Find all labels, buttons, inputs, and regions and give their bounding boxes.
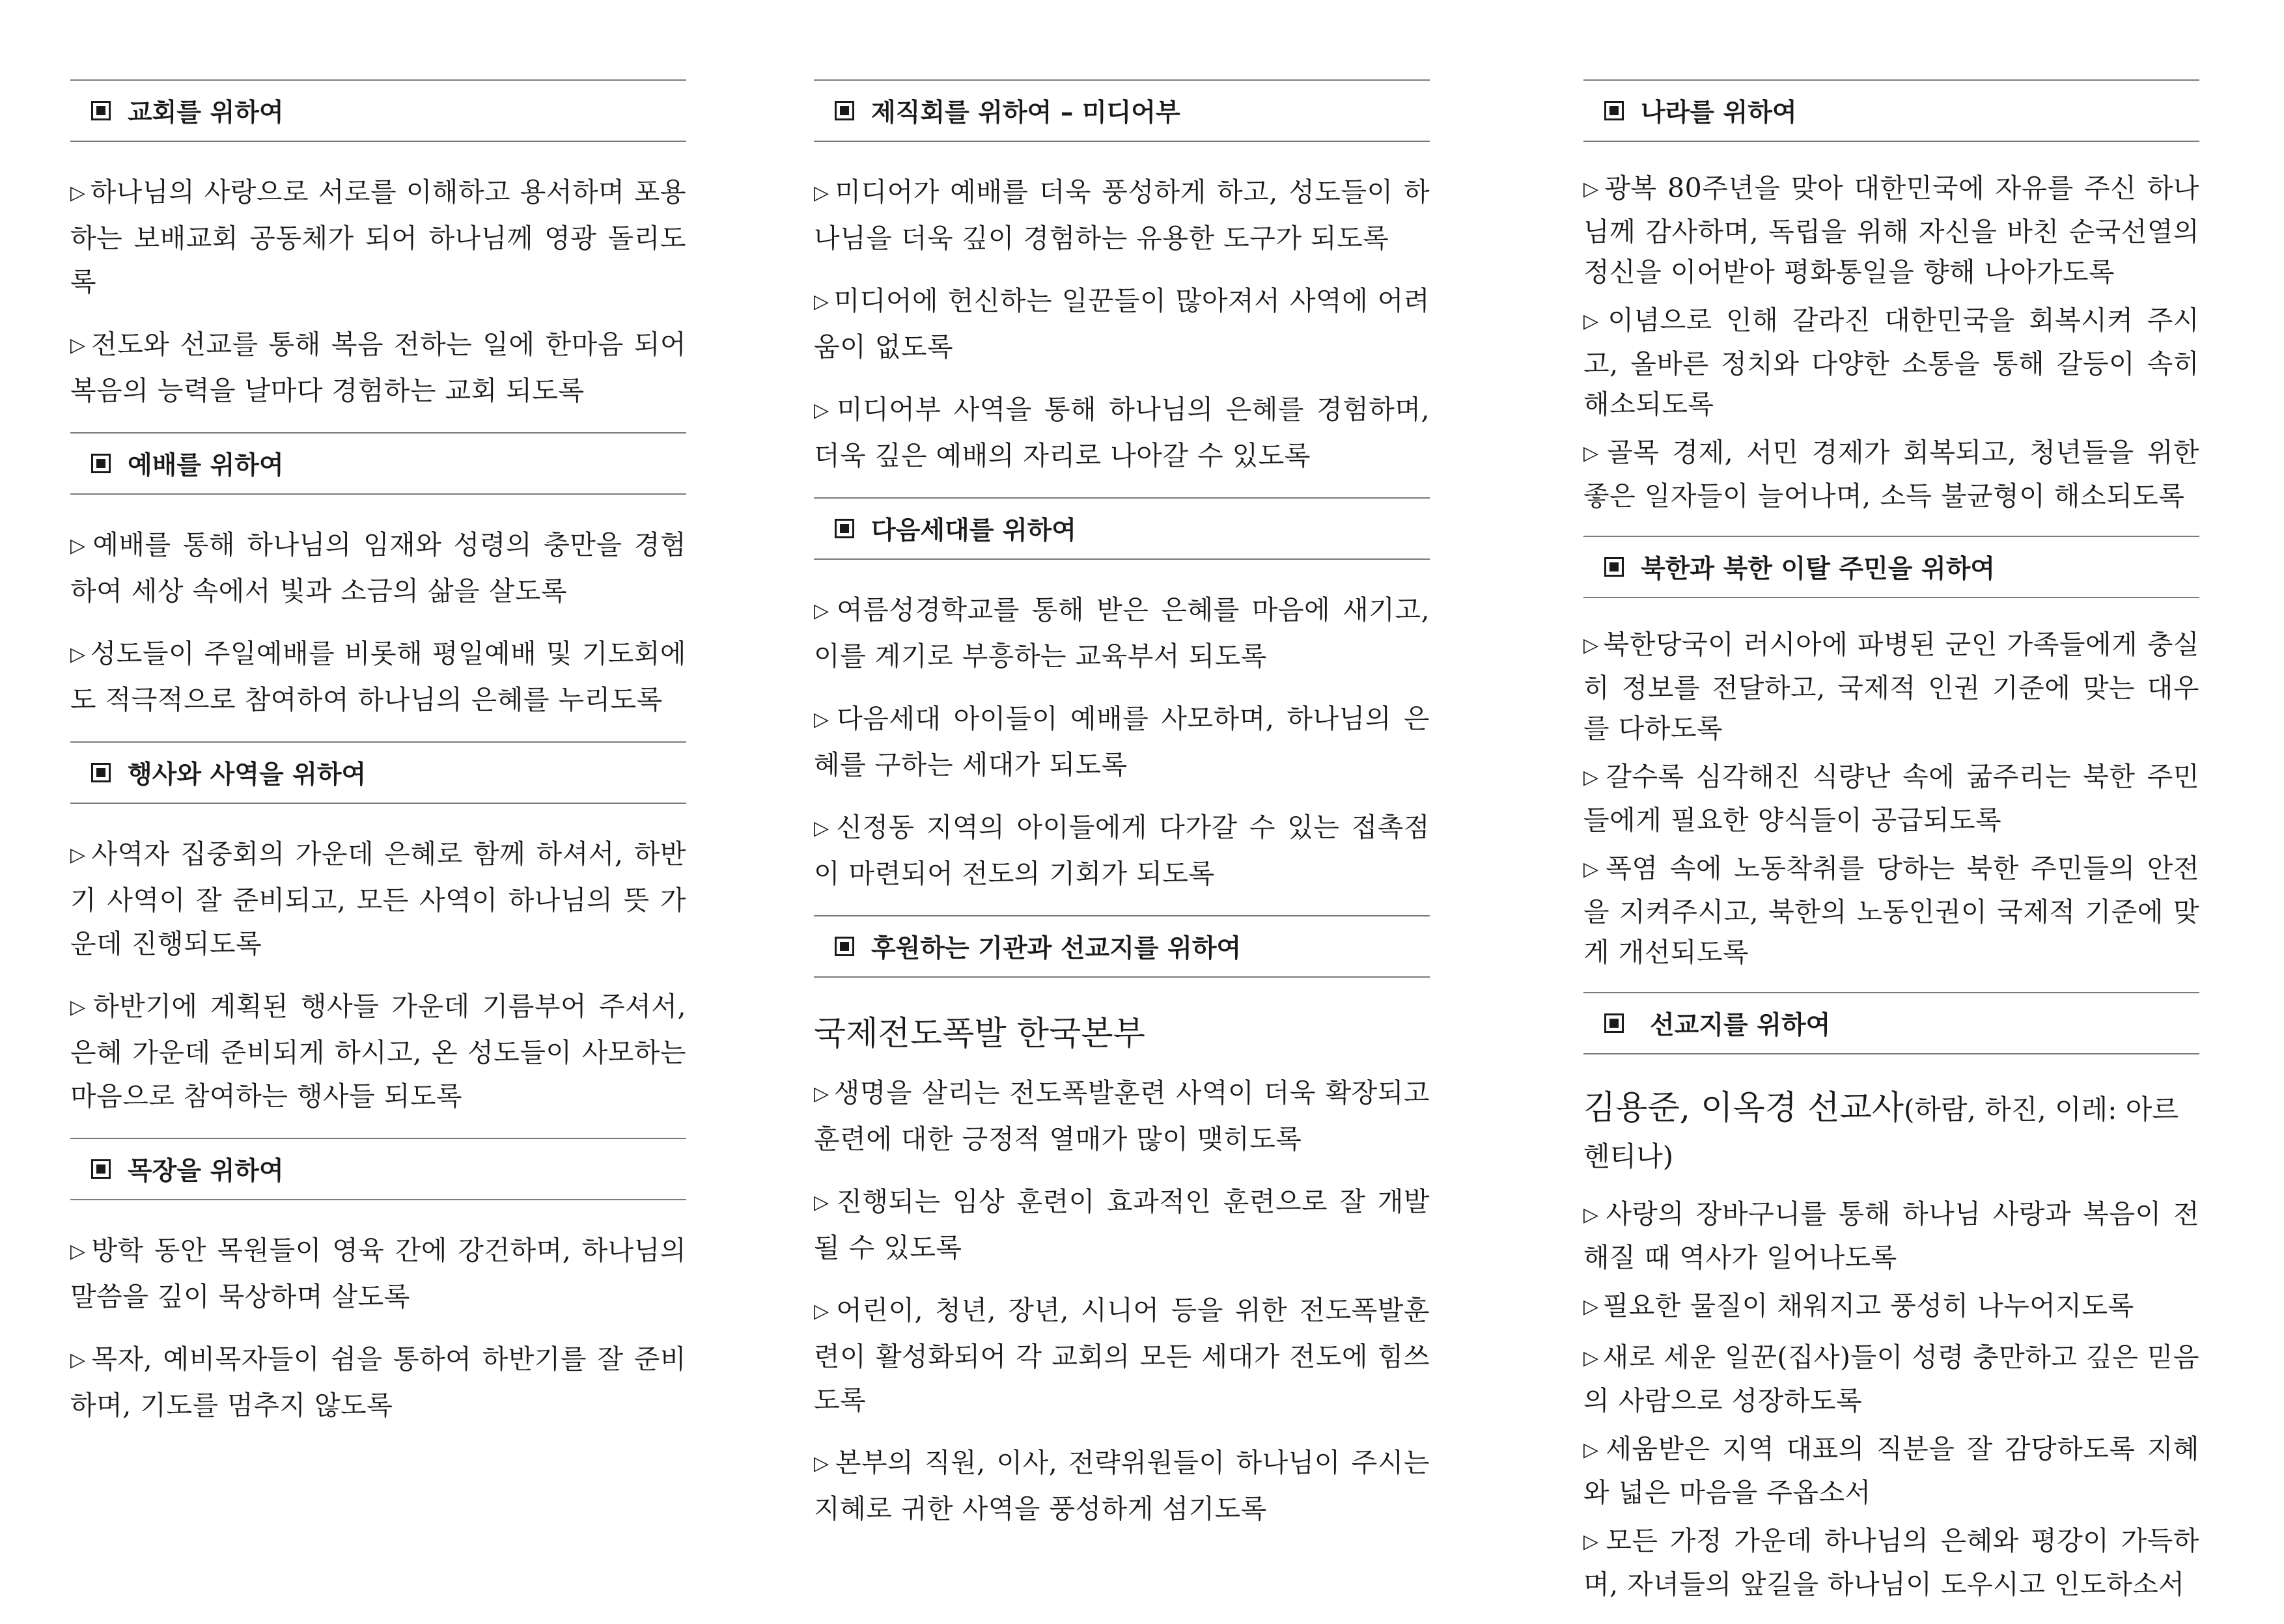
section-heading: 교회를 위하여 — [70, 79, 686, 142]
triangle-bullet-icon: ▷ — [814, 599, 833, 622]
missionary-note: (하람, 하진, 이레: 아르헨티나) — [1583, 1094, 2179, 1172]
prayer-item: ▷ 미디어부 사역을 통해 하나님의 은혜를 경험하며, 더욱 깊은 예배의 자리로 나아갈 수 있도록 — [814, 394, 1430, 471]
triangle-bullet-icon: ▷ — [1583, 766, 1602, 789]
prayer-item: ▷ 새로 세운 일꾼(집사)들이 성령 충만하고 깊은 믿음의 사람으로 성장하도록 — [1583, 1342, 2199, 1416]
column-2 — [814, 79, 1430, 1550]
column-1 — [70, 79, 686, 1447]
triangle-bullet-icon: ▷ — [814, 290, 830, 313]
prayer-item: ▷ 사역자 집중회의 가운데 은혜로 함께 하셔서, 하반기 사역이 잘 준비되고, 모든 사역이 하나님의 뜻 가운데 진행되도록 — [70, 838, 686, 959]
section-heading: 나라를 위하여 — [1583, 79, 2199, 142]
triangle-bullet-icon: ▷ — [1583, 442, 1604, 465]
prayer-item: ▷ 하나님의 사랑으로 서로를 이해하고 용서하며 포용하는 보배교회 공동체가 되어 하나님께 영광 돌리도록 — [70, 176, 687, 297]
prayer-item: ▷ 여름성경학교를 통해 받은 은혜를 마음에 새기고, 이를 계기로 부흥하는 교육부서 되도록 — [814, 594, 1430, 672]
section-worship — [70, 432, 686, 741]
prayer-item: ▷ 폭염 속에 노동착취를 당하는 북한 주민들의 안전을 지켜주시고, 북한의 노동인권이 국제적 기준에 맞게 개선되도록 — [1583, 853, 2199, 968]
prayer-item: ▷ 모든 가정 가운데 하나님의 은혜와 평강이 가득하며, 자녀들의 앞길을 하나님이 도우시고 인도하소서 — [1583, 1525, 2199, 1600]
triangle-bullet-icon: ▷ — [70, 1349, 88, 1371]
prayer-item: ▷ 세움받은 지역 대표의 직분을 잘 감당하도록 지혜와 넓은 마음을 주옵소서 — [1583, 1433, 2199, 1508]
section-cell-group — [70, 1138, 686, 1447]
section-heading: 선교지를 위하여 — [1583, 992, 2199, 1054]
triangle-bullet-icon: ▷ — [1583, 178, 1601, 200]
triangle-bullet-icon: ▷ — [814, 399, 833, 422]
section-mission-field — [1583, 992, 2199, 1624]
triangle-bullet-icon: ▷ — [814, 708, 833, 731]
triangle-bullet-icon: ▷ — [70, 534, 89, 557]
triangle-bullet-icon: ▷ — [1583, 634, 1600, 657]
triangle-bullet-icon: ▷ — [1583, 1347, 1599, 1369]
triangle-bullet-icon: ▷ — [814, 1191, 833, 1214]
prayer-item: ▷ 사랑의 장바구니를 통해 하나님 사랑과 복음이 전해질 때 역사가 일어나도록 — [1583, 1198, 2199, 1273]
triangle-bullet-icon: ▷ — [70, 996, 90, 1019]
prayer-item: ▷ 광복 80주년을 맞아 대한민국에 자유를 주신 하나님께 감사하며, 독립을 위해 자신을 바친 순국선열의 정신을 이어받아 평화통일을 향해 나아가도록 — [1583, 172, 2199, 288]
section-heading: 예배를 위하여 — [70, 432, 686, 495]
square-bullet-icon — [91, 1159, 111, 1179]
prayer-item: ▷ 북한당국이 러시아에 파병된 군인 가족들에게 충실히 정보를 전달하고, 국제적 인권 기준에 맞는 대우를 다하도록 — [1583, 629, 2200, 744]
prayer-item: ▷ 어린이, 청년, 장년, 시니어 등을 위한 전도폭발훈련이 활성화되어 각 교회의 모든 세대가 전도에 힘쓰도록 — [814, 1295, 1430, 1416]
square-bullet-icon — [91, 101, 111, 120]
square-bullet-icon — [1604, 1013, 1624, 1033]
section-north-korea — [1583, 536, 2199, 992]
triangle-bullet-icon: ▷ — [70, 1240, 88, 1263]
triangle-bullet-icon: ▷ — [1583, 1295, 1599, 1318]
triangle-bullet-icon: ▷ — [814, 817, 833, 840]
triangle-bullet-icon: ▷ — [70, 334, 88, 357]
triangle-bullet-icon: ▷ — [70, 643, 87, 666]
section-church — [70, 79, 686, 432]
prayer-item: ▷ 하반기에 계획된 행사들 가운데 기름부어 주셔서, 은혜 가운데 준비되게 하시고, 온 성도들이 사모하는 마음으로 참여하는 행사들 되도록 — [70, 991, 686, 1112]
triangle-bullet-icon: ▷ — [1583, 1530, 1602, 1553]
triangle-bullet-icon: ▷ — [814, 1452, 831, 1475]
section-next-generation — [814, 497, 1430, 915]
square-bullet-icon — [835, 519, 854, 538]
section-events — [70, 741, 686, 1138]
prayer-item: ▷ 목자, 예비목자들이 쉼을 통하여 하반기를 잘 준비하며, 기도를 멈추지 않도록 — [70, 1343, 686, 1421]
prayer-item: ▷ 골목 경제, 서민 경제가 회복되고, 청년들을 위한 좋은 일자들이 늘어나며, 소득 불균형이 해소되도록 — [1583, 437, 2199, 512]
triangle-bullet-icon: ▷ — [1583, 1204, 1602, 1226]
triangle-bullet-icon: ▷ — [814, 1082, 830, 1105]
triangle-bullet-icon: ▷ — [814, 1300, 833, 1323]
triangle-bullet-icon: ▷ — [1583, 1438, 1602, 1461]
prayer-item: ▷ 본부의 직원, 이사, 전략위원들이 하나님이 주시는 지혜로 귀한 사역을 풍성하게 섬기도록 — [814, 1447, 1430, 1524]
organization-name: 국제전도폭발 한국본부 — [814, 1015, 1145, 1053]
section-nation — [1583, 79, 2199, 536]
section-heading: 다음세대를 위하여 — [814, 497, 1430, 560]
square-bullet-icon — [91, 454, 111, 473]
section-supported-organizations — [814, 915, 1430, 1550]
prayer-item: ▷ 예배를 통해 하나님의 임재와 성령의 충만을 경험하여 세상 속에서 빛과 소금의 삶을 살도록 — [70, 529, 686, 607]
prayer-item: ▷ 방학 동안 목원들이 영육 간에 강건하며, 하나님의 말씀을 깊이 묵상하며 살도록 — [70, 1235, 686, 1312]
prayer-item: ▷ 생명을 살리는 전도폭발훈련 사역이 더욱 확장되고 훈련에 대한 긍정적 열매가 많이 맺히도록 — [814, 1077, 1430, 1155]
section-heading: 목장을 위하여 — [70, 1138, 686, 1200]
prayer-item: ▷ 전도와 선교를 통해 복음 전하는 일에 한마음 되어 복음의 능력을 날마다 경험하는 교회 되도록 — [70, 329, 686, 406]
prayer-item: ▷ 성도들이 주일예배를 비롯해 평일예배 및 기도회에도 적극적으로 참여하여 하나님의 은혜를 누리도록 — [70, 638, 687, 715]
prayer-item: ▷ 갈수록 심각해진 식량난 속에 굶주리는 북한 주민들에게 필요한 양식들이 공급되도록 — [1583, 761, 2199, 836]
prayer-item: ▷ 미디어에 헌신하는 일꾼들이 많아져서 사역에 어려움이 없도록 — [814, 285, 1430, 363]
triangle-bullet-icon: ▷ — [70, 182, 87, 204]
section-heading: 행사와 사역을 위하여 — [70, 741, 686, 804]
missionary-name: 김용준, 이옥경 선교사(하람, 하진, 이레: 아르헨티나) — [1583, 1089, 2179, 1172]
section-deacons-media — [814, 79, 1430, 497]
square-bullet-icon — [835, 101, 854, 120]
column-3 — [1583, 79, 2199, 1624]
section-heading: 북한과 북한 이탈 주민을 위하여 — [1583, 536, 2199, 598]
triangle-bullet-icon: ▷ — [70, 844, 88, 866]
prayer-item: ▷ 신정동 지역의 아이들에게 다가갈 수 있는 접촉점이 마련되어 전도의 기회가 되도록 — [814, 812, 1430, 889]
square-bullet-icon — [1604, 101, 1624, 120]
prayer-item: ▷ 이념으로 인해 갈라진 대한민국을 회복시켜 주시고, 올바른 정치와 다양한 소통을 통해 갈등이 속히 해소되도록 — [1583, 305, 2199, 420]
section-heading: 제직회를 위하여 – 미디어부 — [814, 79, 1430, 142]
prayer-item: ▷ 미디어가 예배를 더욱 풍성하게 하고, 성도들이 하나님을 더욱 깊이 경험하는 유용한 도구가 되도록 — [814, 176, 1430, 254]
section-heading: 후원하는 기관과 선교지를 위하여 — [814, 915, 1430, 978]
prayer-item: ▷ 진행되는 임상 훈련이 효과적인 훈련으로 잘 개발될 수 있도록 — [814, 1186, 1430, 1263]
square-bullet-icon — [835, 937, 854, 956]
triangle-bullet-icon: ▷ — [814, 182, 831, 204]
triangle-bullet-icon: ▷ — [1583, 858, 1602, 881]
square-bullet-icon — [1604, 557, 1624, 577]
prayer-item: ▷ 필요한 물질이 채워지고 풍성히 나누어지도록 — [1583, 1290, 2134, 1321]
square-bullet-icon — [91, 763, 111, 782]
prayer-item: ▷ 다음세대 아이들이 예배를 사모하며, 하나님의 은혜를 구하는 세대가 되도록 — [814, 703, 1430, 780]
triangle-bullet-icon: ▷ — [1583, 310, 1604, 333]
